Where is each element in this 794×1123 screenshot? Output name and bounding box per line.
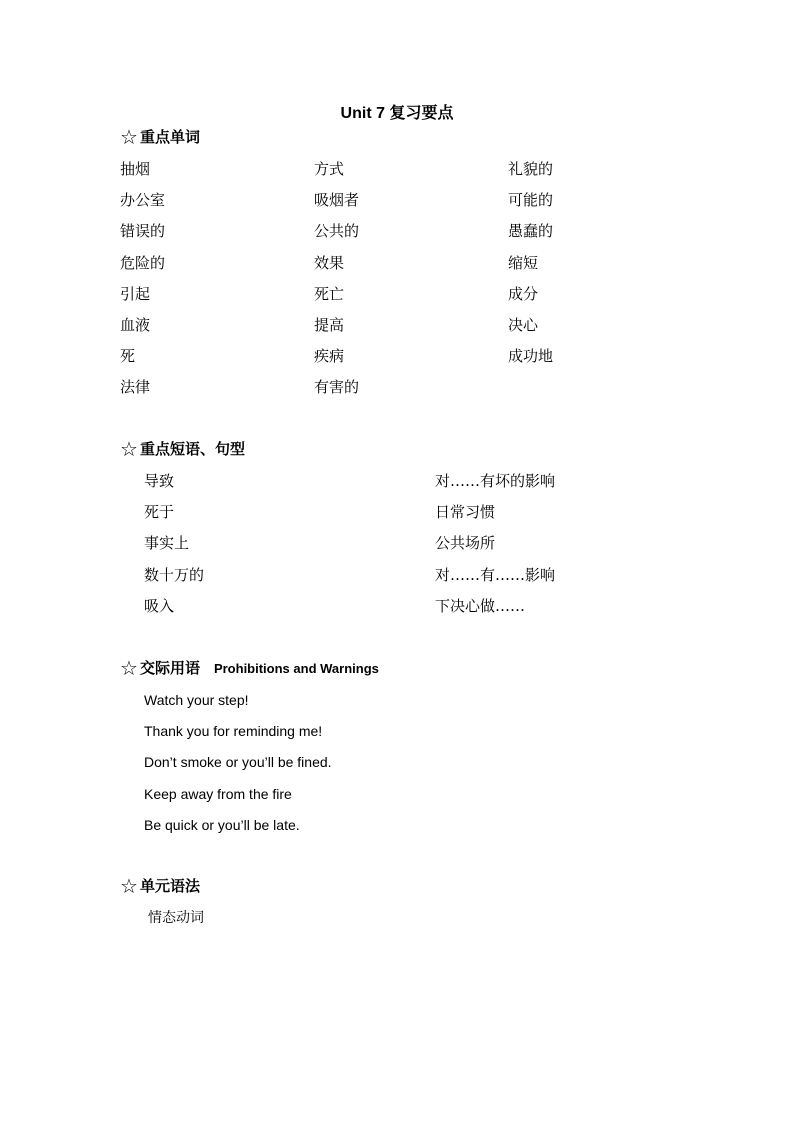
vocab-word: 危险的 [120, 253, 166, 272]
vocab-word: 法律 [120, 378, 151, 397]
vocab-word: 疾病 [314, 347, 345, 366]
section-heading-grammar [120, 874, 200, 898]
phrase: 导致 [144, 472, 175, 490]
vocab-word: 决心 [508, 315, 539, 334]
expression-item: Don’t smoke or you’ll be fined. [144, 754, 332, 771]
phrase: 对……有……影响 [435, 565, 556, 584]
phrase-row [144, 532, 644, 563]
phrase-row [144, 470, 644, 501]
vocab-row [120, 252, 680, 283]
vocab-row [120, 283, 680, 314]
section-title: 重点短语、句型 [139, 440, 245, 458]
vocab-word: 缩短 [508, 253, 539, 272]
phrase: 吸入 [144, 596, 175, 615]
vocab-row [120, 158, 680, 189]
phrase: 日常习惯 [435, 503, 496, 522]
expression-list [144, 689, 332, 845]
vocab-row [120, 314, 680, 345]
vocab-word: 效果 [314, 253, 345, 272]
vocab-word: 愚蠢的 [508, 222, 554, 241]
phrase: 公共场所 [435, 534, 496, 553]
section-title: 单元语法 [139, 877, 200, 895]
phrase: 对……有坏的影响 [435, 472, 556, 490]
vocab-word: 成功地 [508, 347, 554, 366]
phrase-row [144, 564, 644, 595]
vocab-word: 方式 [314, 160, 345, 178]
section-heading-phrases [120, 437, 245, 461]
star-icon: ☆ [120, 656, 138, 680]
phrase-row [144, 595, 644, 626]
expression-item: Thank you for reminding me! [144, 723, 323, 740]
star-icon: ☆ [120, 125, 138, 149]
phrase-row [144, 501, 644, 532]
vocab-word: 办公室 [120, 191, 166, 210]
vocab-table [120, 158, 680, 408]
section-heading-vocab [120, 125, 200, 149]
section-title: 重点单词 [139, 128, 200, 146]
vocab-word: 血液 [120, 315, 151, 334]
section-title: 交际用语 [139, 659, 200, 677]
vocab-word: 错误的 [120, 222, 166, 241]
vocab-word: 死 [120, 347, 136, 366]
vocab-word: 有害的 [314, 378, 360, 397]
vocab-word: 可能的 [508, 191, 554, 210]
expression-item: Keep away from the fire [144, 785, 292, 802]
vocab-row [120, 345, 680, 376]
expression-item: Be quick or you’ll be late. [144, 816, 300, 833]
vocab-word: 提高 [314, 315, 345, 334]
vocab-row [120, 220, 680, 251]
section-subtitle: Prohibitions and Warnings [213, 661, 379, 676]
phrase: 数十万的 [144, 565, 205, 584]
vocab-word: 成分 [508, 284, 539, 303]
vocab-word: 引起 [120, 284, 151, 303]
vocab-word: 礼貌的 [508, 160, 554, 178]
expression-item: Watch your step! [144, 692, 249, 708]
section-heading-communication [120, 656, 379, 680]
vocab-row [120, 189, 680, 220]
grammar-content: 情态动词 [148, 910, 204, 926]
star-icon: ☆ [120, 437, 138, 461]
phrase: 下决心做…… [435, 596, 526, 615]
vocab-word: 死亡 [314, 284, 345, 303]
phrase: 事实上 [144, 534, 190, 553]
vocab-word: 抽烟 [120, 160, 151, 178]
vocab-row [120, 376, 680, 407]
page-title: Unit 7 复习要点 [340, 105, 454, 122]
vocab-word: 吸烟者 [314, 191, 360, 210]
star-icon: ☆ [120, 874, 138, 898]
vocab-word: 公共的 [314, 222, 360, 241]
phrases-table [144, 470, 644, 626]
phrase: 死于 [144, 503, 175, 522]
